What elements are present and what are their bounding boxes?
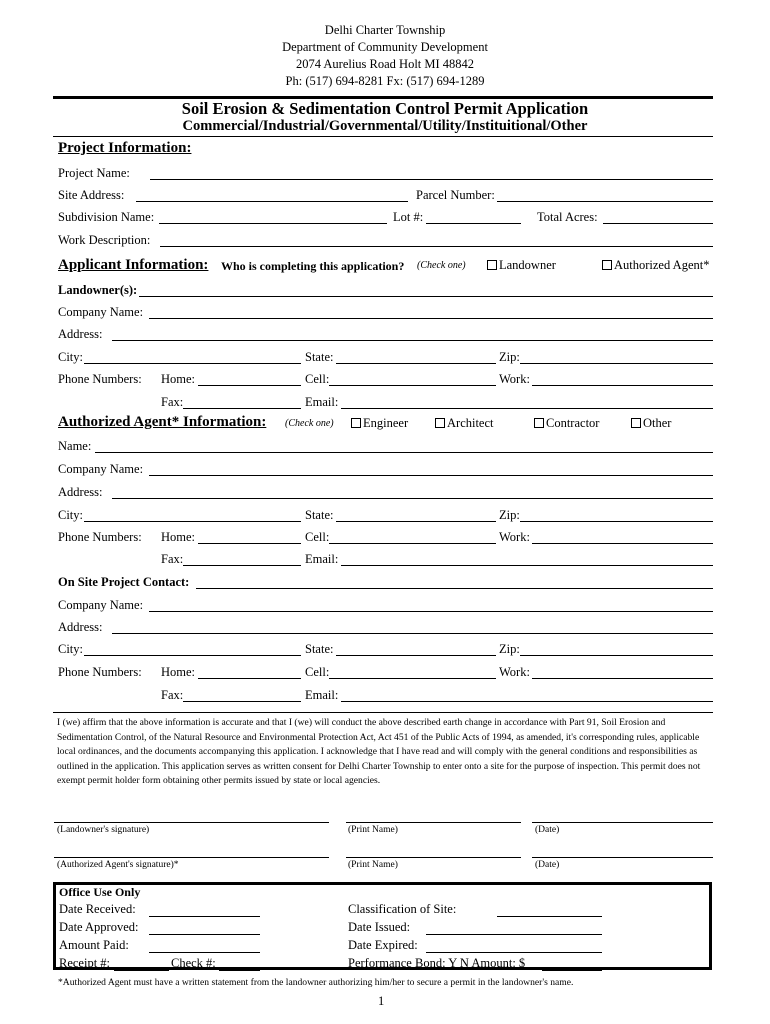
- date-approved-field[interactable]: [149, 934, 260, 935]
- agent-signature-field[interactable]: [54, 857, 329, 858]
- contractor-option-label: Contractor: [546, 416, 600, 430]
- contact-state-field[interactable]: [336, 655, 496, 656]
- landowner-print-name-label: (Print Name): [348, 825, 398, 835]
- parcel-number-label: Parcel Number:: [416, 188, 495, 202]
- agent-state-field[interactable]: [336, 521, 496, 522]
- contact-fax-label: Fax:: [161, 688, 184, 702]
- agent-work-label: Work:: [499, 530, 530, 544]
- applicant-work-label: Work:: [499, 372, 530, 386]
- contact-address-field[interactable]: [112, 633, 713, 634]
- landowner-option-label: Landowner: [499, 258, 556, 272]
- landowner-signature-label: (Landowner's signature): [57, 825, 150, 835]
- engineer-checkbox[interactable]: [351, 416, 408, 431]
- date-received-field[interactable]: [149, 916, 260, 917]
- agent-check-one: (Check one): [285, 418, 334, 429]
- agent-cell-label: Cell:: [305, 530, 330, 544]
- subdivision-name-field[interactable]: [159, 223, 387, 224]
- agent-zip-field[interactable]: [520, 521, 713, 522]
- architect-option-label: Architect: [447, 416, 494, 430]
- architect-checkbox[interactable]: [435, 416, 494, 431]
- agent-fax-field[interactable]: [183, 565, 301, 566]
- date-issued-field[interactable]: [426, 934, 602, 935]
- agent-name-label: Name:: [58, 439, 92, 453]
- applicant-company-label: Company Name:: [58, 305, 144, 319]
- township-name: Delhi Charter Township: [324, 23, 446, 37]
- parcel-number-field[interactable]: [497, 201, 713, 202]
- contact-state-label: State:: [305, 642, 334, 656]
- contact-phone-label: Phone Numbers:: [58, 665, 142, 679]
- applicant-home-field[interactable]: [198, 385, 301, 386]
- site-address-field[interactable]: [136, 201, 408, 202]
- project-name-label: Project Name:: [58, 166, 130, 180]
- agent-fax-label: Fax:: [161, 552, 184, 566]
- applicant-city-label: City:: [58, 350, 84, 364]
- work-description-label: Work Description:: [58, 233, 151, 247]
- contact-heading: On Site Project Contact:: [58, 575, 190, 589]
- applicant-city-field[interactable]: [84, 363, 301, 364]
- contact-zip-field[interactable]: [520, 655, 713, 656]
- subtitle-rule: [53, 136, 713, 137]
- contact-zip-label: Zip:: [499, 642, 520, 656]
- who-completing-question: Who is completing this application?: [221, 259, 405, 273]
- office-use-heading: Office Use Only: [59, 885, 141, 899]
- landowner-date-label: (Date): [535, 825, 560, 835]
- contact-work-field[interactable]: [532, 678, 713, 679]
- checkbox-icon: [631, 418, 641, 428]
- applicant-cell-label: Cell:: [305, 372, 330, 386]
- date-approved-label: Date Approved:: [59, 920, 139, 934]
- agent-zip-label: Zip:: [499, 508, 520, 522]
- date-issued-label: Date Issued:: [348, 920, 411, 934]
- agent-address-label: Address:: [58, 485, 103, 499]
- bond-amount-field[interactable]: [542, 970, 602, 971]
- receipt-field[interactable]: [114, 970, 169, 971]
- landowners-label: Landowner(s):: [58, 283, 138, 297]
- other-checkbox[interactable]: [631, 416, 671, 431]
- checkbox-icon: [487, 260, 497, 270]
- date-expired-label: Date Expired:: [348, 938, 418, 952]
- contact-address-label: Address:: [58, 620, 103, 634]
- agent-signature-label: (Authorized Agent's signature)*: [57, 860, 179, 870]
- subdivision-name-label: Subdivision Name:: [58, 210, 155, 224]
- authorized-agent-checkbox[interactable]: [602, 258, 709, 273]
- agent-home-field[interactable]: [198, 543, 301, 544]
- classification-label: Classification of Site:: [348, 902, 457, 916]
- checkbox-icon: [351, 418, 361, 428]
- other-option-label: Other: [643, 416, 672, 430]
- affirmation-text: I (we) affirm that the above information is accurate and that I (we) will conduct the above described earth change in accordance with Part 91, Soil Erosion and Sedimentation Control, of the Natural Resource and Environmental Protection Act, Act 451 of the Public Acts of 1994, as amended, it's corresponding rules, applicable local ordinances, and the documents accompanying this application. I acknowledge that I have read and will comply with the general conditions and responsibilities as outlined in the application. This application serves as written consent for Delhi Charter Township to enter onto a site for the purpose of inspection. This permit does not exempt permit holder form obtaining other permits issued by state or local agencies.: [57, 717, 701, 787]
- agent-city-label: City:: [58, 508, 84, 522]
- applicant-email-field[interactable]: [341, 408, 713, 409]
- contact-email-field[interactable]: [341, 701, 713, 702]
- date-expired-field[interactable]: [426, 952, 602, 953]
- contact-email-label: Email:: [305, 688, 339, 702]
- contact-city-field[interactable]: [84, 655, 301, 656]
- agent-info-heading: Authorized Agent* Information:: [58, 414, 267, 430]
- contact-work-label: Work:: [499, 665, 530, 679]
- total-acres-label: Total Acres:: [537, 210, 598, 224]
- performance-bond-label: Performance Bond: Y N Amount: $: [348, 956, 526, 970]
- engineer-option-label: Engineer: [363, 416, 409, 430]
- applicant-address-field[interactable]: [112, 340, 713, 341]
- checkbox-icon: [435, 418, 445, 428]
- applicant-state-field[interactable]: [336, 363, 496, 364]
- township-address: 2074 Aurelius Road Holt MI 48842: [295, 57, 475, 71]
- landowner-signature-field[interactable]: [54, 822, 329, 823]
- agent-address-field[interactable]: [112, 498, 713, 499]
- form-title: Soil Erosion & Sedimentation Control Permit Application: [181, 99, 589, 118]
- agent-name-field[interactable]: [95, 452, 713, 453]
- applicant-fax-label: Fax:: [161, 395, 184, 409]
- page-number: 1: [378, 994, 385, 1008]
- check-field[interactable]: [219, 970, 260, 971]
- form-subtitle: Commercial/Industrial/Governmental/Utility/Instituitional/Other: [182, 118, 588, 134]
- applicant-zip-label: Zip:: [499, 350, 520, 364]
- agent-work-field[interactable]: [532, 543, 713, 544]
- agent-phone-label: Phone Numbers:: [58, 530, 142, 544]
- receipt-label: Receipt #:: [59, 956, 111, 970]
- landowner-checkbox[interactable]: [487, 258, 556, 273]
- applicant-home-label: Home:: [161, 372, 196, 386]
- checkbox-icon: [602, 260, 612, 270]
- project-info-heading: Project Information:: [58, 140, 192, 156]
- classification-field[interactable]: [497, 916, 602, 917]
- agent-print-name-label: (Print Name): [348, 860, 398, 870]
- checkbox-icon: [534, 418, 544, 428]
- applicant-info-heading: Applicant Information:: [58, 257, 209, 273]
- landowner-print-name-field[interactable]: [346, 822, 521, 823]
- amount-paid-field[interactable]: [149, 952, 260, 953]
- office-use-box: [53, 882, 712, 970]
- contact-city-label: City:: [58, 642, 84, 656]
- project-name-field[interactable]: [150, 179, 713, 180]
- township-phone-fax: Ph: (517) 694-8281 Fx: (517) 694-1289: [285, 74, 485, 88]
- agent-cell-field[interactable]: [329, 543, 496, 544]
- agent-footnote: *Authorized Agent must have a written statement from the landowner authorizing him/her to secure a permit in the landowner's name.: [58, 977, 574, 988]
- agent-company-label: Company Name:: [58, 462, 144, 476]
- agent-email-label: Email:: [305, 552, 339, 566]
- applicant-cell-field[interactable]: [329, 385, 496, 386]
- contact-company-label: Company Name:: [58, 598, 144, 612]
- contact-company-field[interactable]: [149, 611, 713, 612]
- lot-label: Lot #:: [393, 210, 424, 224]
- agent-email-field[interactable]: [341, 565, 713, 566]
- agent-print-name-field[interactable]: [346, 857, 521, 858]
- applicant-address-label: Address:: [58, 327, 103, 341]
- agent-home-label: Home:: [161, 530, 196, 544]
- contact-fax-field[interactable]: [183, 701, 301, 702]
- total-acres-field[interactable]: [603, 223, 713, 224]
- check-label: Check #:: [171, 956, 216, 970]
- contact-cell-field[interactable]: [329, 678, 496, 679]
- work-description-field[interactable]: [160, 246, 713, 247]
- agent-state-label: State:: [305, 508, 334, 522]
- agent-date-label: (Date): [535, 860, 560, 870]
- agent-date-field[interactable]: [532, 857, 713, 858]
- applicant-check-one: (Check one): [417, 260, 466, 271]
- agent-city-field[interactable]: [84, 521, 301, 522]
- applicant-company-field[interactable]: [149, 318, 713, 319]
- site-address-label: Site Address:: [58, 188, 125, 202]
- amount-paid-label: Amount Paid:: [59, 938, 129, 952]
- department-name: Department of Community Development: [282, 40, 488, 54]
- contact-name-field[interactable]: [196, 588, 713, 589]
- landowner-date-field[interactable]: [532, 822, 713, 823]
- lot-field[interactable]: [426, 223, 521, 224]
- authorized-agent-option-label: Authorized Agent*: [614, 258, 710, 272]
- applicant-zip-field[interactable]: [520, 363, 713, 364]
- affirmation-rule: [53, 712, 713, 713]
- landowners-field[interactable]: [139, 296, 713, 297]
- applicant-state-label: State:: [305, 350, 334, 364]
- applicant-fax-field[interactable]: [183, 408, 301, 409]
- contractor-checkbox[interactable]: [534, 416, 599, 431]
- date-received-label: Date Received:: [59, 902, 136, 916]
- applicant-phone-label: Phone Numbers:: [58, 372, 142, 386]
- contact-home-label: Home:: [161, 665, 196, 679]
- contact-home-field[interactable]: [198, 678, 301, 679]
- applicant-work-field[interactable]: [532, 385, 713, 386]
- applicant-email-label: Email:: [305, 395, 339, 409]
- contact-cell-label: Cell:: [305, 665, 330, 679]
- agent-company-field[interactable]: [149, 475, 713, 476]
